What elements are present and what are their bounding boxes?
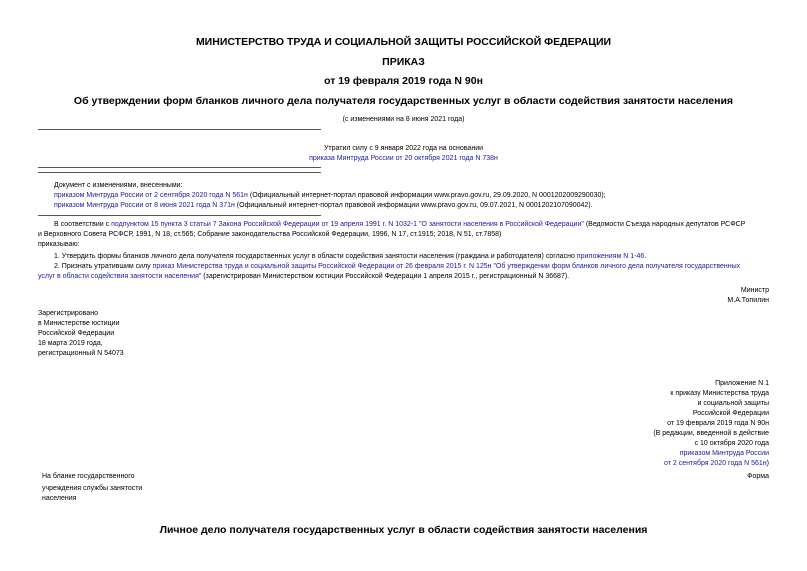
appendix-l1: Приложение N 1 [715,380,769,387]
changes-heading: Документ с изменениями, внесенными: [54,182,183,189]
order-item-2 [54,262,740,272]
appendix-l9-tail: ) [766,460,769,467]
changes-item-1 [54,191,606,201]
doc-subject: Об утверждении форм бланков личного дела получателя государственных услуг в области содействия занятости населения [73,95,734,107]
law-link[interactable]: подпунктом 15 пункта 3 статьи 7 Закона Российской Федерации от 19 апреля 1991 г. N 1032-1 "О занятости населения в Российской Федерации" [111,221,584,228]
order-item-1-text: 1. Утвердить формы бланков личного дела получателя государственных услуг в области содействия занятости населения (граждана и работодателя) согласно [54,253,577,260]
appendix-l5: от 19 февраля 2019 года N 90н [667,420,769,427]
body-p1-start: В соответствии с [54,221,112,228]
expiry-link-line [0,154,807,164]
divider [38,172,321,173]
form-label: Форма [747,473,769,480]
divider [38,167,321,168]
appendix-l6: (В редакции, введенной в действие [653,430,769,437]
ministry-title: МИНИСТЕРСТВО ТРУДА И СОЦИАЛЬНОЙ ЗАЩИТЫ РОССИЙСКОЙ ФЕДЕРАЦИИ [195,36,612,48]
body-paragraph-1 [54,220,745,230]
orders-line: приказываю: [38,241,80,248]
changes-item-2 [54,201,593,211]
appendix-order-link[interactable]: приказом Минтруда России [679,450,769,457]
change-item-2-text: (Официальный интернет-портал правовой информации www.pravo.gov.ru, 09.07.2021, N 0001202107090042). [234,202,593,209]
divider [38,215,321,216]
expiry-order-link[interactable]: приказа Минтруда России от 20 октября 2021 года N 738н [309,155,498,162]
order-item-2-tail: (зарегистрирован Министерством юстиции Российской Федерации 1 апреля 2015 г., регистрационный N 36687). [201,273,570,280]
order-item-2-text: 2. Признать утратившим силу [54,263,153,270]
appendix-l2: к приказу Министерства труда [670,390,769,397]
doc-type: ПРИКАЗ [382,56,425,68]
blank-l2: учреждения службы занятости [42,485,143,492]
appendix-l7: с 10 октября 2020 года [694,440,769,447]
doc-date-number: от 19 февраля 2019 года N 90н [324,75,483,87]
appendix-l9 [664,459,769,469]
appendix-order-date-link[interactable]: от 2 сентября 2020 года N 561н [663,460,767,467]
order-item-2-cont [38,272,569,282]
blank-l1: На бланке государственного [42,473,135,480]
body-p1-tail: (Ведомости Съезда народных депутатов РСФСР [583,221,746,228]
change-order-link-1[interactable]: приказом Минтруда России от 2 сентября 2020 года N 561н [54,192,248,199]
divider [38,129,321,130]
registration-l5: регистрационный N 54073 [38,350,124,357]
order-item-1 [54,252,646,262]
appendix-l3: и социальной защиты [697,400,769,407]
blank-l3: населения [42,495,77,502]
order-item-1-end: . [644,253,647,260]
change-order-link-2[interactable]: приказом Минтруда России от 8 июня 2021 года N 371н [54,202,235,209]
repealed-order-link-cont[interactable]: услуг в области содействия занятости населения" [38,273,202,280]
signature-name: М.А.Топилин [727,297,769,304]
appendices-link[interactable]: приложениям N 1-46 [576,253,645,260]
expiry-line: Утратил силу с 9 января 2022 года на основании [323,145,484,152]
repealed-order-link[interactable]: приказ Министерства труда и социальной защиты Российской Федерации от 26 февраля 2015 г. N 125н "Об утверждении форм бланков личного дела получателя государственных [152,263,741,270]
form-title: Личное дело получателя государственных услуг в области содействия занятости населения [159,524,648,536]
appendix-l8 [680,449,769,459]
registration-l1: Зарегистрировано [38,310,98,317]
registration-l3: Российской Федерации [38,330,115,337]
signature-title: Министр [740,287,769,294]
registration-l4: 18 марта 2019 года, [38,340,103,347]
appendix-l4: Российской Федерации [692,410,769,417]
amendments-note: (с изменениями на 8 июня 2021 года) [342,116,465,123]
registration-l2: в Министерстве юстиции [38,320,120,327]
change-item-1-text: (Официальный интернет-портал правовой информации www.pravo.gov.ru, 29.09.2020, N 0001202009290030); [247,192,606,199]
body-paragraph-1-cont: и Верховного Совета РСФСР, 1991, N 18, ст.565; Собрание законодательства Российской Федерации, 1996, N 17, ст.1915; 2018, N 51, ст.7858) [38,231,502,238]
